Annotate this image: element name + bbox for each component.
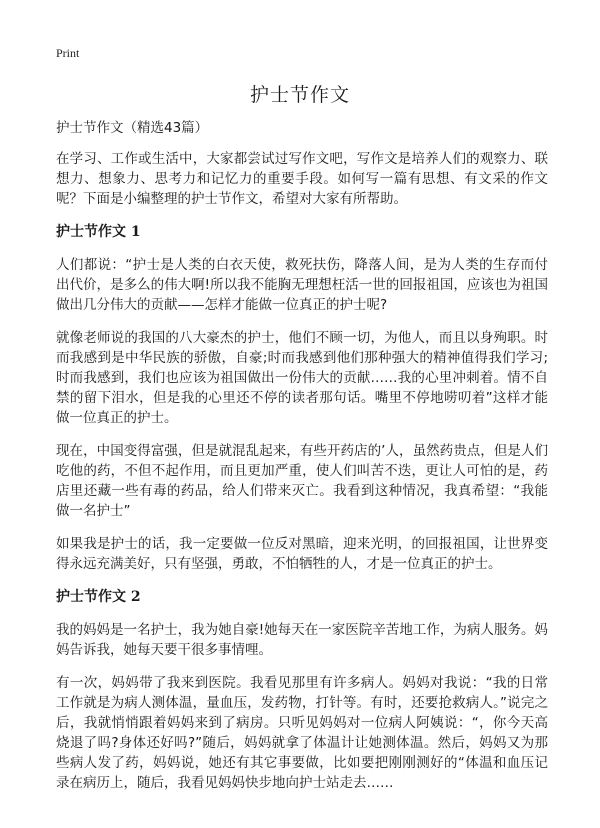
section-1-paragraph-2: 就像老师说的我国的八大豪杰的护士，他们不顾一切，为他人，而且以身殉职。时而我感到是中华民族的骄傲，自豪;时而我感到他们那种强大的精神值得我们学习;时而我感到，我们也应该为祖国做出一份伟大的贡献……我的心里冲刺着。情不自禁的留下泪水，但是我的心里还不停的读者那句话。嘴里不停地唠叨着”这样才能做一位真正的护士。 bbox=[56, 330, 548, 426]
section-1-paragraph-1: 人们都说：“护士是人类的白衣天使，救死扶伤，降落人间，是为人类的生存而付出代价，是多么的伟大啊!所以我不能胸无理想枉活一世的回报祖国，应该也为祖国做出几分伟大的贡献——怎样才能做一位真正的护士呢? bbox=[56, 257, 548, 313]
section-heading-1: 护士节作文 1 bbox=[56, 224, 141, 240]
section-1-paragraph-4: 如果我是护士的话，我一定要做一位反对黑暗，迎来光明，的回报祖国，让世界变得永远充满美好，只有坚强，勇敢，不怕牺牲的人，才是一位真正的护士。 bbox=[56, 536, 548, 572]
section-2-paragraph-1: 我的妈妈是一名护士，我为她自豪!她每天在一家医院辛苦地工作，为病人服务。妈妈告诉我，她每天要干很多事情哩。 bbox=[56, 622, 548, 658]
article-body bbox=[56, 118, 548, 806]
section-1-paragraph-3: 现在，中国变得富强，但是就混乱起来，有些开药店的’人，虽然药贵点，但是人们吃他的药，不但不起作用，而且更加严重，使人们叫苦不迭，更让人可怕的是，药店里还藏一些有毒的药品，给人们带来灭亡。我看到这种情况，我真希望：“我能做一名护士” bbox=[56, 443, 548, 519]
print-link[interactable]: Print bbox=[56, 46, 80, 60]
page-title: 护士节作文 bbox=[249, 84, 350, 106]
section-heading-2: 护士节作文 2 bbox=[56, 589, 141, 605]
article-subtitle: 护士节作文（精选43篇） bbox=[56, 120, 209, 136]
section-2-paragraph-2: 有一次，妈妈带了我来到医院。我看见那里有许多病人。妈妈对我说：“我的日常工作就是为病人测体温，量血压，发药物，打针等。有时，还要抢救病人。”说完之后，我就悄悄跟着妈妈来到了病房。只听见妈妈对一位病人阿姨说：“，你今天高烧退了吗?身体还好吗?”随后，妈妈就拿了体温计让她测体温。然后，妈妈又为那些病人发了药，妈妈说，她还有其它事要做，比如要把刚刚测好的“体温和血压记录在病历上，随后，我看见妈妈快步地向护士站走去…… bbox=[56, 675, 548, 791]
intro-paragraph: 在学习、工作或生活中，大家都尝试过写作文吧，写作文是培养人们的观察力、联想力、想象力、思考力和记忆力的重要手段。如何写一篇有思想、有文采的作文呢？下面是小编整理的护士节作文，希望对大家有所帮助。 bbox=[56, 151, 548, 207]
